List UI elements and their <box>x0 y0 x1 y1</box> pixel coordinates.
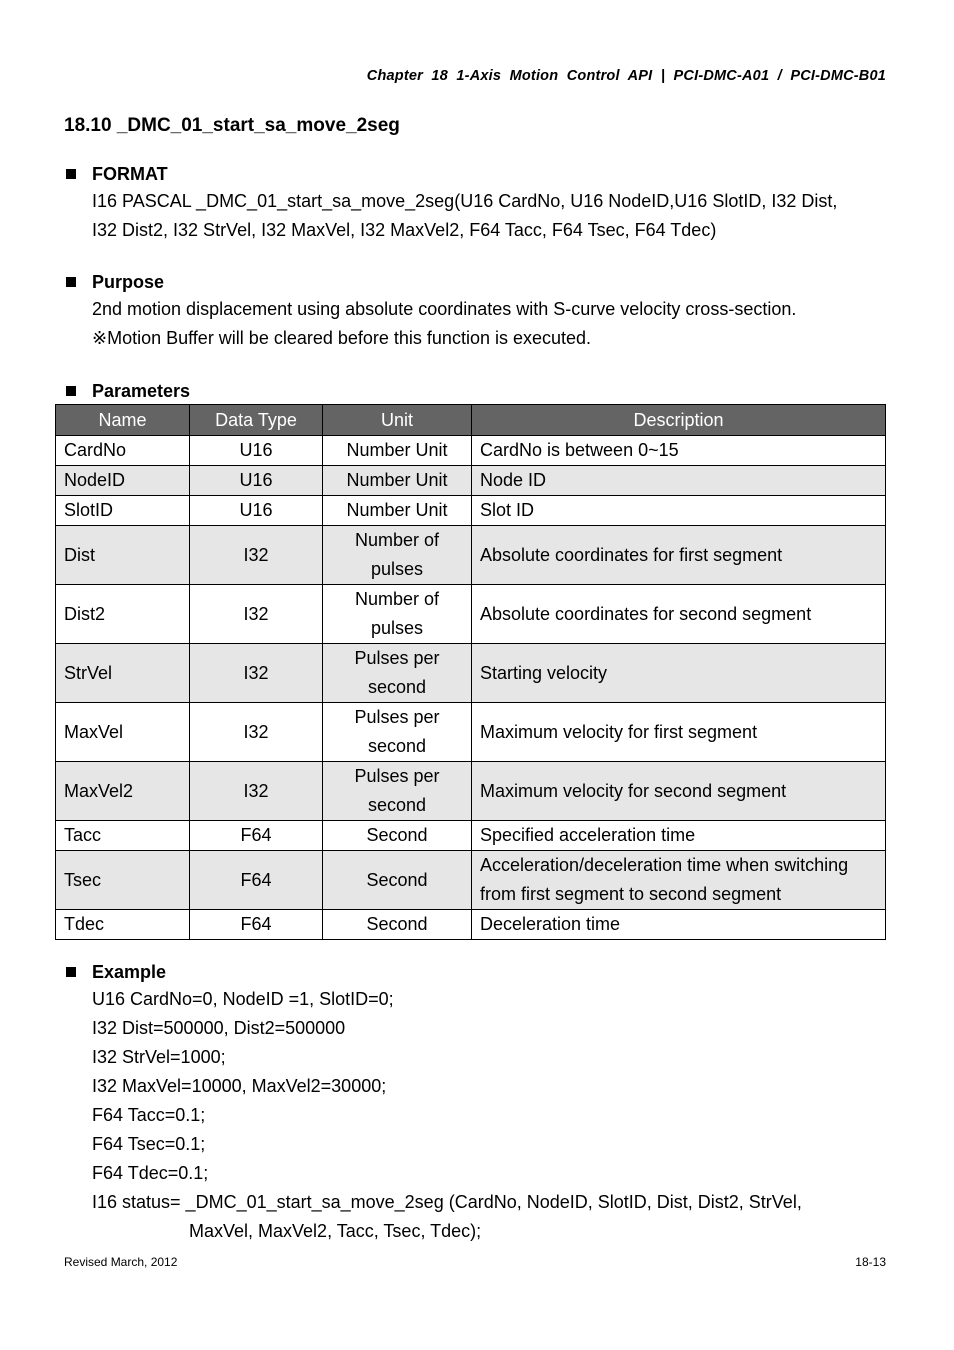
param-name-cell: StrVel <box>56 644 190 703</box>
footer-page-number: 18-13 <box>855 1255 886 1269</box>
param-unit-cell <box>323 703 472 762</box>
param-type-cell: I32 <box>190 644 323 703</box>
param-unit-cell <box>323 851 472 910</box>
param-unit-cell <box>323 466 472 496</box>
param-unit-line: second <box>367 736 427 756</box>
param-name-cell: Tsec <box>56 851 190 910</box>
param-unit-line: Second <box>366 914 428 934</box>
param-unit-line: Second <box>366 825 428 845</box>
param-name-cell: SlotID <box>56 496 190 526</box>
parameters-section <box>64 378 894 404</box>
param-description-cell <box>472 703 886 762</box>
purpose-heading <box>64 269 894 295</box>
bullet-icon <box>66 967 76 977</box>
param-unit-line: Pulses per <box>354 707 440 727</box>
purpose-heading-label: Purpose <box>92 271 165 292</box>
param-description-cell <box>472 821 886 851</box>
param-unit-line: second <box>367 795 427 815</box>
table-row <box>56 762 886 821</box>
param-description-line: CardNo is between 0~15 <box>480 440 679 460</box>
param-unit-line: Pulses per <box>354 648 440 668</box>
format-body <box>92 187 894 245</box>
purpose-body <box>92 295 894 353</box>
param-type-cell: F64 <box>190 821 323 851</box>
param-unit-line: Number Unit <box>346 440 448 460</box>
table-row <box>56 851 886 910</box>
format-heading <box>64 161 894 187</box>
example-line: F64 Tsec=0.1; <box>92 1134 206 1154</box>
param-description-cell <box>472 466 886 496</box>
param-description-line: from first segment to second segment <box>480 884 782 904</box>
parameters-heading-label: Parameters <box>92 380 191 401</box>
parameters-table-body <box>56 436 886 940</box>
param-type-cell: U16 <box>190 496 323 526</box>
param-name-cell: MaxVel <box>56 703 190 762</box>
param-type-cell: I32 <box>190 703 323 762</box>
param-description-line: Absolute coordinates for second segment <box>480 603 812 624</box>
param-unit-line: Number Unit <box>346 470 448 490</box>
param-description-line: Slot ID <box>480 500 535 520</box>
param-name-cell: Dist2 <box>56 585 190 644</box>
param-description-line: Absolute coordinates for first segment <box>480 544 783 565</box>
table-row <box>56 466 886 496</box>
format-heading-label: FORMAT <box>92 163 168 184</box>
param-name-cell: MaxVel2 <box>56 762 190 821</box>
param-type-cell: I32 <box>190 585 323 644</box>
param-description-line: Specified acceleration time <box>480 825 696 845</box>
param-type-cell: I32 <box>190 762 323 821</box>
param-unit-line: second <box>367 677 427 697</box>
table-row <box>56 821 886 851</box>
param-description-line: Maximum velocity for second segment <box>480 780 787 801</box>
param-description-cell <box>472 436 886 466</box>
purpose-section <box>64 269 894 353</box>
table-row <box>56 496 886 526</box>
example-heading <box>64 959 894 985</box>
param-unit-line: Number of <box>354 530 440 550</box>
param-type-cell: F64 <box>190 851 323 910</box>
param-unit-cell <box>323 585 472 644</box>
format-section <box>64 161 894 245</box>
page-header: Chapter 18 1-Axis Motion Control API | PCI-DMC-A01 / PCI-DMC-B01 <box>366 68 886 84</box>
param-unit-cell <box>323 526 472 585</box>
param-description-line: Starting velocity <box>480 662 608 683</box>
param-description-line: Deceleration time <box>480 914 621 934</box>
bullet-icon <box>66 277 76 287</box>
footer-revision: Revised March, 2012 <box>64 1255 178 1269</box>
table-header-row <box>56 405 886 436</box>
param-unit-cell <box>323 496 472 526</box>
param-description-cell <box>472 851 886 910</box>
section-title: 18.10 _DMC_01_start_sa_move_2seg <box>64 115 400 136</box>
table-row <box>56 703 886 762</box>
param-description-cell <box>472 644 886 703</box>
example-line: I16 status= _DMC_01_start_sa_move_2seg (CardNo, NodeID, SlotID, Dist, Dist2, StrVel, <box>92 1192 802 1212</box>
param-name-cell: Tacc <box>56 821 190 851</box>
example-section <box>64 959 894 1246</box>
param-description-cell <box>472 585 886 644</box>
table-row <box>56 585 886 644</box>
format-line: I16 PASCAL _DMC_01_start_sa_move_2seg(U16 CardNo, U16 NodeID,U16 SlotID, I32 Dist, <box>92 191 838 211</box>
parameters-table <box>55 404 886 940</box>
param-unit-line: Number Unit <box>346 500 448 520</box>
param-unit-line: Second <box>366 869 428 890</box>
column-header-data-type: Data Type <box>190 405 323 436</box>
param-unit-cell <box>323 436 472 466</box>
example-line: MaxVel, MaxVel2, Tacc, Tsec, Tdec); <box>189 1221 482 1241</box>
example-line: I32 Dist=500000, Dist2=500000 <box>92 1018 346 1038</box>
purpose-line: 2nd motion displacement using absolute coordinates with S-curve velocity cross-section. <box>92 299 797 319</box>
column-header-description: Description <box>472 405 886 436</box>
param-description-cell <box>472 526 886 585</box>
bullet-icon <box>66 169 76 179</box>
example-line: F64 Tacc=0.1; <box>92 1105 206 1125</box>
table-row <box>56 910 886 940</box>
example-heading-label: Example <box>92 961 167 982</box>
example-line: U16 CardNo=0, NodeID =1, SlotID=0; <box>92 989 394 1009</box>
column-header-name: Name <box>56 405 190 436</box>
purpose-line: ※Motion Buffer will be cleared before this function is executed. <box>92 328 592 348</box>
param-description-cell <box>472 496 886 526</box>
param-unit-cell <box>323 762 472 821</box>
example-line: I32 MaxVel=10000, MaxVel2=30000; <box>92 1076 387 1096</box>
param-type-cell: I32 <box>190 526 323 585</box>
example-line: I32 StrVel=1000; <box>92 1047 226 1067</box>
param-unit-cell <box>323 910 472 940</box>
param-unit-line: Pulses per <box>354 766 440 786</box>
column-header-unit: Unit <box>323 405 472 436</box>
param-unit-line: pulses <box>370 559 424 579</box>
param-type-cell: U16 <box>190 436 323 466</box>
param-description-line: Maximum velocity for first segment <box>480 721 758 742</box>
param-unit-cell <box>323 644 472 703</box>
param-name-cell: Dist <box>56 526 190 585</box>
example-line: F64 Tdec=0.1; <box>92 1163 209 1183</box>
table-row <box>56 526 886 585</box>
format-line: I32 Dist2, I32 StrVel, I32 MaxVel, I32 MaxVel2, F64 Tacc, F64 Tsec, F64 Tdec) <box>92 220 717 240</box>
bullet-icon <box>66 386 76 396</box>
param-unit-line: pulses <box>370 618 424 638</box>
table-row <box>56 644 886 703</box>
param-type-cell: U16 <box>190 466 323 496</box>
table-row <box>56 436 886 466</box>
param-unit-cell <box>323 821 472 851</box>
param-description-cell <box>472 910 886 940</box>
param-name-cell: NodeID <box>56 466 190 496</box>
example-code <box>92 985 894 1246</box>
parameters-heading <box>64 378 894 404</box>
param-type-cell: F64 <box>190 910 323 940</box>
param-description-line: Node ID <box>480 470 547 490</box>
param-unit-line: Number of <box>354 589 440 609</box>
param-name-cell: CardNo <box>56 436 190 466</box>
param-name-cell: Tdec <box>56 910 190 940</box>
param-description-line: Acceleration/deceleration time when switching <box>480 855 849 875</box>
param-description-cell <box>472 762 886 821</box>
